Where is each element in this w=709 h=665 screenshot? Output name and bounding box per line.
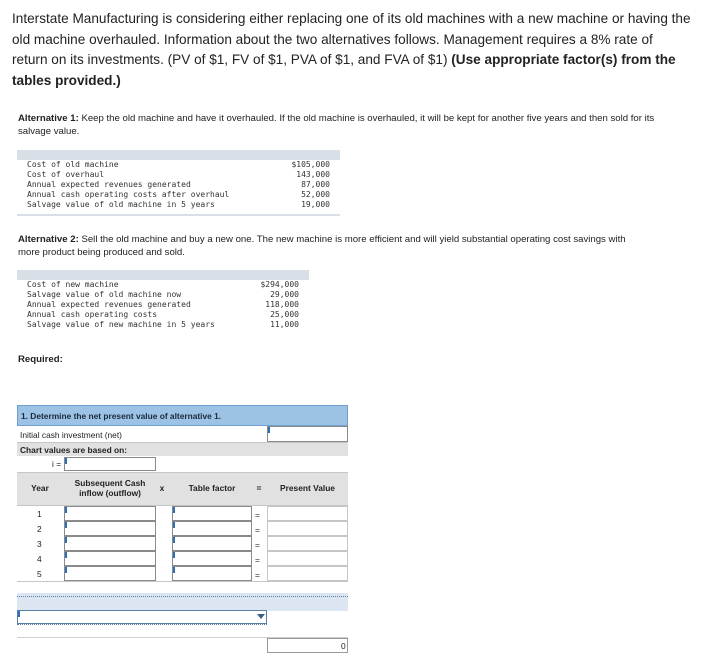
col-pv-header: Present Value bbox=[280, 483, 335, 493]
col-times-header: x bbox=[159, 483, 165, 493]
cash-flow-input[interactable] bbox=[64, 551, 156, 566]
col-factor-header: Table factor bbox=[188, 483, 236, 493]
table-factor-input[interactable] bbox=[172, 566, 252, 581]
rate-label: i = bbox=[52, 459, 62, 469]
alt1-row: Cost of old machine $105,000 bbox=[27, 160, 330, 169]
alt1-row: Annual cash operating costs after overhaul 52,000 bbox=[27, 190, 330, 199]
table-factor-input[interactable] bbox=[172, 551, 252, 566]
alternative-2-label: Alternative 2: bbox=[18, 234, 79, 245]
initial-investment-label: Initial cash investment (net) bbox=[20, 430, 122, 440]
alt2-row: Salvage value of old machine now 29,000 bbox=[27, 290, 299, 299]
cash-flow-input[interactable] bbox=[64, 536, 156, 551]
alt2-row: Salvage value of new machine in 5 years 11,000 bbox=[27, 320, 299, 329]
cash-flow-input[interactable] bbox=[64, 506, 156, 521]
present-value-output bbox=[267, 566, 348, 581]
alternative-1-text: Keep the old machine and have it overhauled. If the old machine is overhauled, it will be kept for another five years and then sold for its salvage value. bbox=[18, 113, 655, 137]
col-year-header: Year bbox=[31, 483, 49, 493]
alt1-row: Cost of overhaul 143,000 bbox=[27, 170, 330, 179]
cash-flow-input[interactable] bbox=[64, 521, 156, 536]
problem-intro bbox=[12, 9, 692, 91]
alternative-1-label: Alternative 1: bbox=[18, 113, 79, 124]
col-cash-flow-header: Subsequent Cash inflow (outflow) bbox=[74, 478, 146, 498]
summary-label-select[interactable] bbox=[17, 610, 267, 624]
chart-values-label: Chart values are based on: bbox=[20, 445, 128, 455]
present-value-output bbox=[267, 521, 348, 536]
alt2-row: Cost of new machine $294,000 bbox=[27, 280, 299, 289]
alternative-1-description bbox=[18, 113, 658, 138]
present-value-output bbox=[267, 506, 348, 521]
worksheet-header: 1. Determine the net present value of alternative 1. bbox=[17, 405, 348, 426]
cash-flow-input[interactable] bbox=[64, 566, 156, 581]
alternative-2-text: Sell the old machine and buy a new one. The new machine is more efficient and will yield substantial operating cost savings with more product being produced and sold. bbox=[18, 234, 626, 258]
present-value-output bbox=[267, 536, 348, 551]
alternative-2-description bbox=[18, 234, 638, 259]
col-equals-header: = bbox=[256, 483, 262, 493]
required-heading: Required: bbox=[18, 354, 63, 365]
alt2-row: Annual expected revenues generated 118,000 bbox=[27, 300, 299, 309]
intro-text: Interstate Manufacturing is considering either replacing one of its old machines with a new machine or having the old machine overhauled. Information about the two alternatives follows. Management requires a 8% rate of return on its investments. (PV of $1, FV of $1, PVA of $1, and FVA of $1) bbox=[12, 11, 691, 67]
total-npv-value: 0 bbox=[341, 641, 346, 651]
initial-investment-input[interactable] bbox=[267, 426, 348, 442]
alternative-2-data-table bbox=[17, 270, 309, 334]
total-npv-output bbox=[267, 638, 348, 653]
alt1-row: Annual expected revenues generated 87,000 bbox=[27, 180, 330, 189]
table-factor-input[interactable] bbox=[172, 521, 252, 536]
rate-input[interactable] bbox=[64, 457, 156, 471]
chevron-down-icon[interactable] bbox=[257, 614, 265, 619]
table-factor-input[interactable] bbox=[172, 536, 252, 551]
alternative-1-data-table bbox=[17, 150, 340, 216]
alt1-row: Salvage value of old machine in 5 years 19,000 bbox=[27, 200, 330, 209]
intro-bold-instruction: (Use appropriate factor(s) from the tables provided.) bbox=[12, 52, 676, 88]
table-factor-input[interactable] bbox=[172, 506, 252, 521]
present-value-output bbox=[267, 551, 348, 566]
alt2-row: Annual cash operating costs 25,000 bbox=[27, 310, 299, 319]
